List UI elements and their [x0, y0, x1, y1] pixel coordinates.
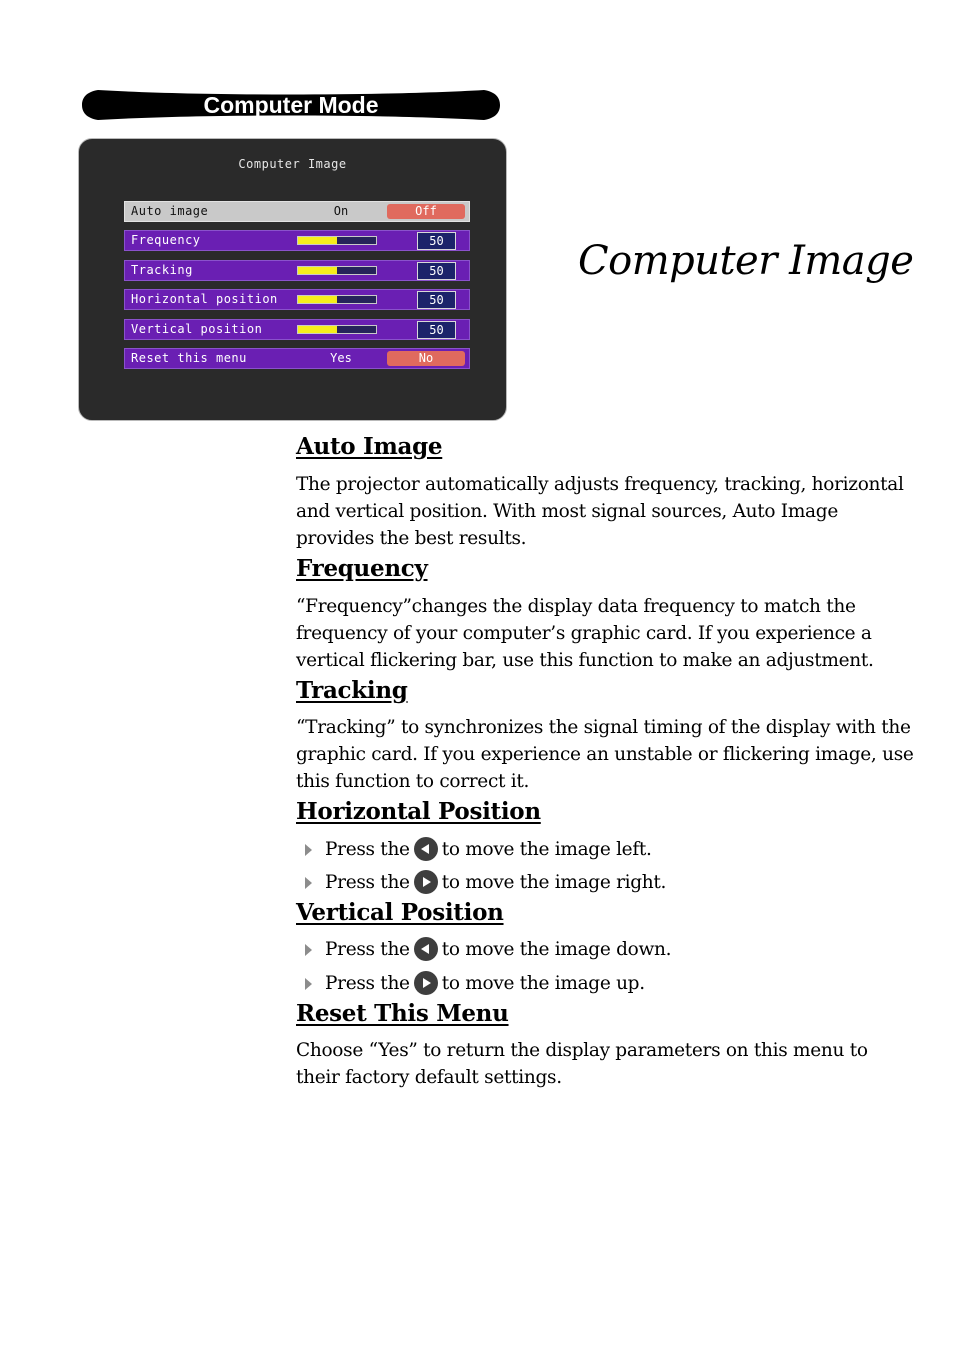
bullet-text [325, 835, 652, 865]
slider-fill [298, 326, 337, 333]
bullet-text [325, 868, 666, 898]
osd-label: Horizontal position [131, 292, 278, 306]
tracking-value: 50 [417, 262, 456, 280]
banner-title: Computer Mode [203, 92, 379, 118]
osd-label: Frequency [131, 233, 201, 247]
horizontal-position-value: 50 [417, 291, 456, 309]
text-line: their factory default settings. [296, 1067, 562, 1088]
triangle-bullet-icon [305, 844, 312, 856]
triangle-bullet-icon [305, 877, 312, 889]
heading-horizontal-position: Horizontal Position [296, 798, 541, 825]
osd-row-auto-image[interactable] [124, 201, 470, 222]
bullet-prefix: Press the [325, 973, 410, 994]
triangle-bullet-icon [305, 944, 312, 956]
horizontal-position-slider[interactable] [297, 295, 377, 304]
bullet-move-down [296, 935, 926, 965]
option-on[interactable]: On [333, 204, 349, 218]
osd-label: Auto image [131, 204, 209, 218]
osd-row-vertical-position[interactable] [124, 319, 470, 340]
bullet-move-right [296, 868, 926, 898]
triangle-bullet-icon [305, 978, 312, 990]
right-arrow-button-icon [414, 870, 438, 894]
text-line: graphic card. If you experience an unstable or flickering image, use [296, 744, 914, 765]
bullet-text [325, 969, 645, 999]
right-arrow-button-icon [414, 971, 438, 995]
bullet-suffix: to move the image up. [441, 973, 645, 994]
heading-tracking: Tracking [296, 677, 408, 704]
bullet-move-up [296, 969, 926, 999]
tracking-slider[interactable] [297, 266, 377, 275]
option-off[interactable]: Off [387, 204, 465, 219]
frequency-slider[interactable] [297, 236, 377, 245]
bullet-prefix: Press the [325, 939, 410, 960]
osd-label: Tracking [131, 263, 193, 277]
vertical-position-value: 50 [417, 321, 456, 339]
page-title: Computer Image [578, 238, 914, 284]
computer-mode-banner [82, 88, 500, 122]
bullet-move-left [296, 835, 926, 865]
option-no[interactable]: No [387, 351, 465, 366]
heading-vertical-position: Vertical Position [296, 899, 504, 926]
heading-auto-image: Auto Image [296, 433, 443, 460]
text-line: and vertical position. With most signal sources, Auto Image [296, 501, 838, 522]
osd-row-horizontal-position[interactable] [124, 289, 470, 310]
bullet-suffix: to move the image right. [441, 872, 667, 893]
slider-fill [298, 267, 337, 274]
bullet-text [325, 935, 671, 965]
text-line: frequency of your computer’s graphic card. If you experience a [296, 623, 872, 644]
osd-row-reset-menu[interactable] [124, 348, 470, 369]
osd-label: Reset this menu [131, 351, 247, 365]
osd-menu-panel [78, 138, 507, 421]
bullet-suffix: to move the image down. [441, 939, 672, 960]
left-arrow-button-icon [414, 937, 438, 961]
vertical-position-slider[interactable] [297, 325, 377, 334]
text-line: “Tracking” to synchronizes the signal timing of the display with the [296, 717, 911, 738]
bullet-prefix: Press the [325, 872, 410, 893]
paragraph-auto-image [296, 471, 926, 552]
paragraph-reset-this-menu [296, 1037, 926, 1091]
slider-fill [298, 237, 337, 244]
bullet-prefix: Press the [325, 839, 410, 860]
osd-row-frequency[interactable] [124, 230, 470, 251]
text-line: The projector automatically adjusts frequency, tracking, horizontal [296, 474, 904, 495]
text-line: vertical flickering bar, use this function to make an adjustment. [296, 650, 874, 671]
osd-label: Vertical position [131, 322, 263, 336]
text-line: Choose “Yes” to return the display parameters on this menu to [296, 1040, 868, 1061]
text-line: “Frequency”changes the display data frequency to match the [296, 596, 856, 617]
bullet-suffix: to move the image left. [441, 839, 652, 860]
heading-reset-this-menu: Reset This Menu [296, 1000, 509, 1027]
left-arrow-button-icon [414, 837, 438, 861]
osd-row-tracking[interactable] [124, 260, 470, 281]
heading-frequency: Frequency [296, 555, 428, 582]
paragraph-tracking [296, 714, 926, 795]
text-line: provides the best results. [296, 528, 527, 549]
option-yes[interactable]: Yes [330, 351, 352, 365]
text-line: this function to correct it. [296, 771, 530, 792]
paragraph-frequency [296, 593, 926, 674]
osd-title: Computer Image [238, 157, 347, 171]
frequency-value: 50 [417, 232, 456, 250]
slider-fill [298, 296, 337, 303]
